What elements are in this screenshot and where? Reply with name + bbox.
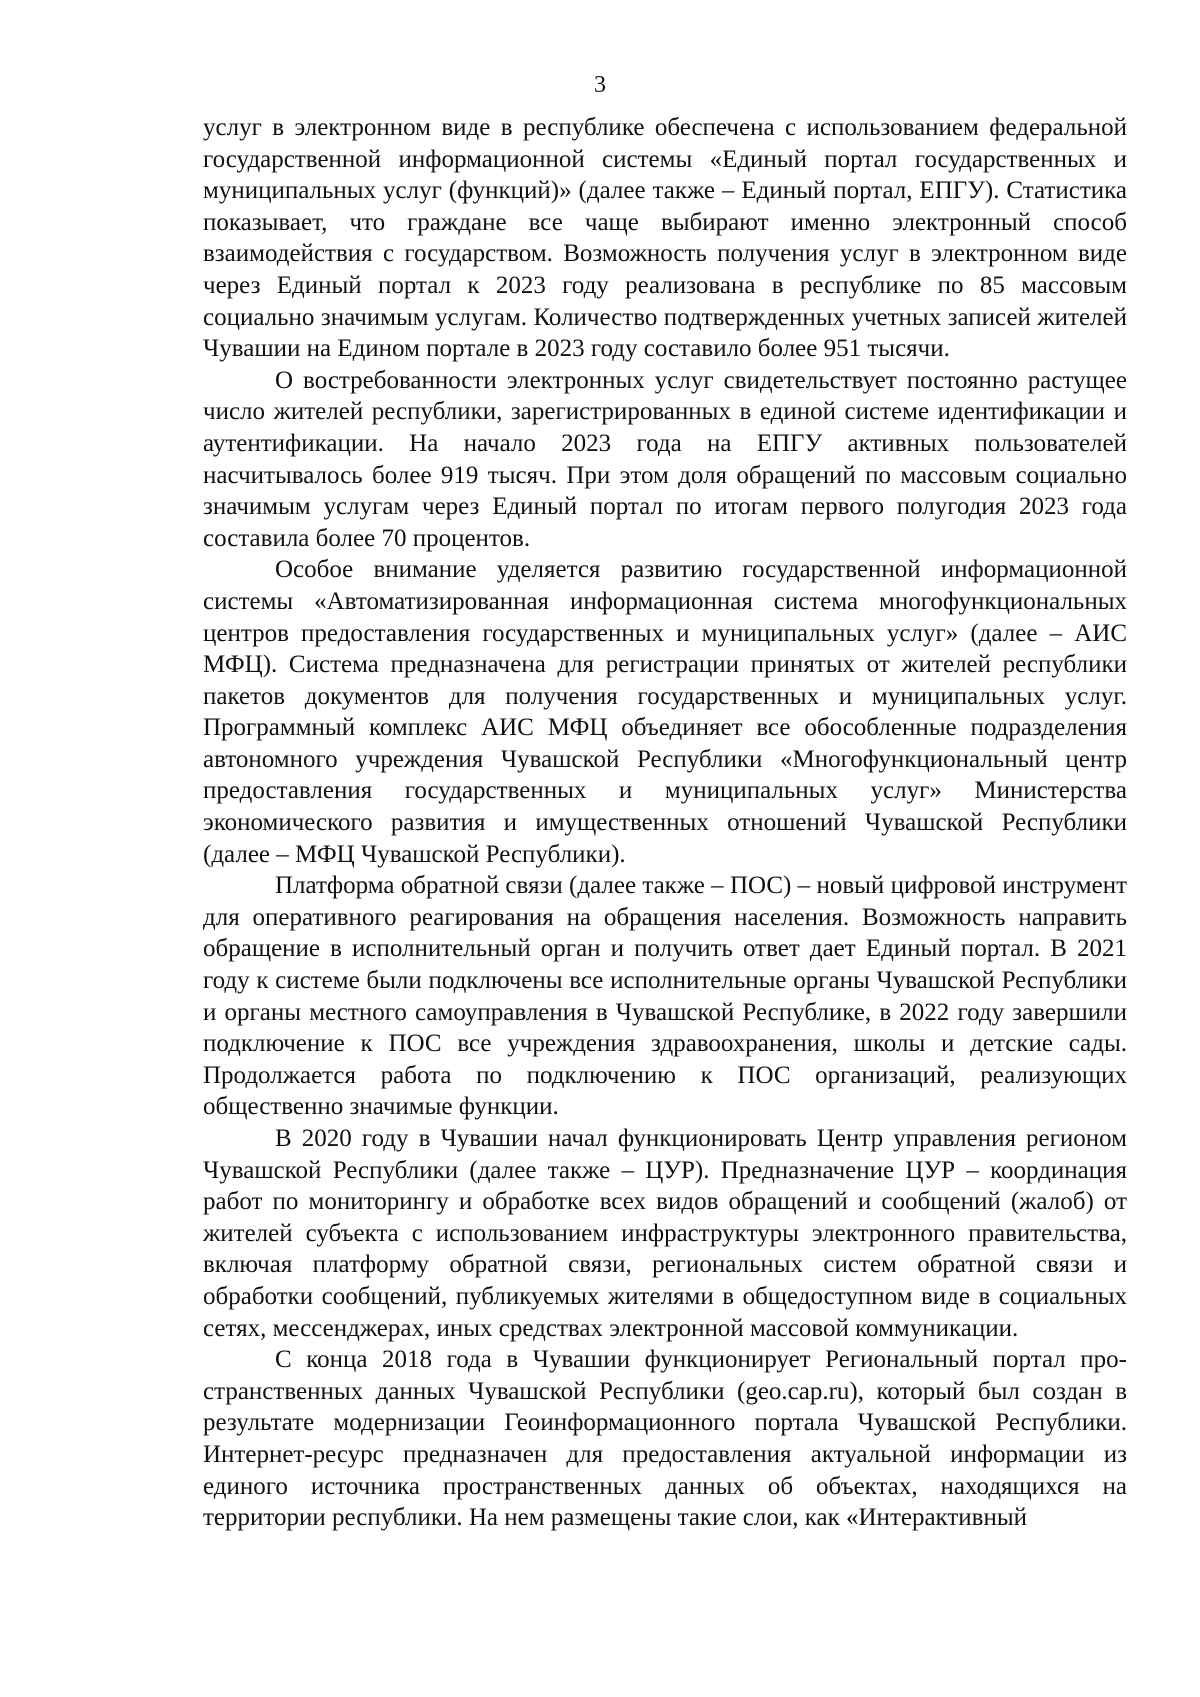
page-number: 3 (594, 72, 606, 98)
paragraph-feedback-platform: Платформа обратной связи (далее также – ПОС) – новый цифровой инструмент для оперативного реагирования на обращения населения. Возможность направить обращение в исполнительный орган и получить ответ дает Единый портал. В 2021 году к системе были подключены все исполнительные органы Чувашской Республики и органы местного самоуправления в Чувашской Республике, в 2022 году завершили подключение к ПОС все учреждения здравоохранения, школы и детские сады. Продолжается работа по подключению к ПОС организаций, реализующих общественно значимые функции. (203, 872, 1127, 1121)
paragraph-electronic-services: услуг в электронном виде в республике обеспечена с использованием федеральной государственной информационной системы «Единый портал государственных и муниципальных услуг (функций)» (далее также – Единый портал, ЕПГУ). Статистика показывает, что граждане все чаще выбирают именно электронный способ взаимодействия с государством. Возможность получения услуг в электронном виде через Единый портал к 2023 году реализована в республике по 85 массовым социально значимым услугам. Количество подтвержденных учетных записей жителей Чувашии на Едином портале в 2023 году составило более 951 тысячи. (203, 114, 1127, 363)
paragraph-spatial-data-portal: С конца 2018 года в Чувашии функционирует Региональный портал пространственных данных Чувашской Республики (geo.cap.ru), который был создан в результате модернизации Геоинформационного портала Чувашской Республики. Интернет-ресурс предназначен для предоставления актуальной информации из единого источника пространственных данных об объектах, находящихся на территории республики. На нем размещены такие слои, как «Интерактивный (203, 1346, 1127, 1532)
paragraph-demand-for-services: О востребованности электронных услуг свидетельствует постоянно растущее число жителей республики, зарегистрированных в единой системе идентификации и аутентификации. На начало 2023 года на ЕПГУ активных пользователей насчитывалось более 919 тысяч. При этом доля обращений по массовым социально значимым услугам через Единый портал по итогам первого полугодия 2023 года составила более 70 процентов. (203, 366, 1127, 552)
paragraph-regional-management-center: В 2020 году в Чувашии начал функционировать Центр управления регионом Чувашской Республики (далее также – ЦУР). Предназначение ЦУР – координация работ по мониторингу и обработке всех видов обращений и сообщений (жалоб) от жителей субъекта с использованием инфраструктуры электронного правительства, включая платформу обратной связи, региональных систем обратной связи и обработки сообщений, публикуемых жителями в общедоступном виде в социальных сетях, мессенджерах, иных средствах электронной массовой коммуникации. (203, 1125, 1127, 1342)
paragraph-ais-mfc: Особое внимание уделяется развитию государственной информационной системы «Автоматизированная информационная система многофункциональных центров предоставления государственных и муниципальных услуг» (далее – АИС МФЦ). Система предназначена для регистрации принятых от жителей республики пакетов документов для получения государственных и муниципальных услуг. Программный комплекс АИС МФЦ объединяет все обособленные подразделения автономного учреждения Чувашской Республики «Многофункциональный центр предоставления государственных и муниципальных услуг» Министерства экономического развития и имущественных отношений Чувашской Республики (далее – МФЦ Чувашской Республики). (203, 556, 1127, 868)
document-body (203, 112, 1127, 1534)
